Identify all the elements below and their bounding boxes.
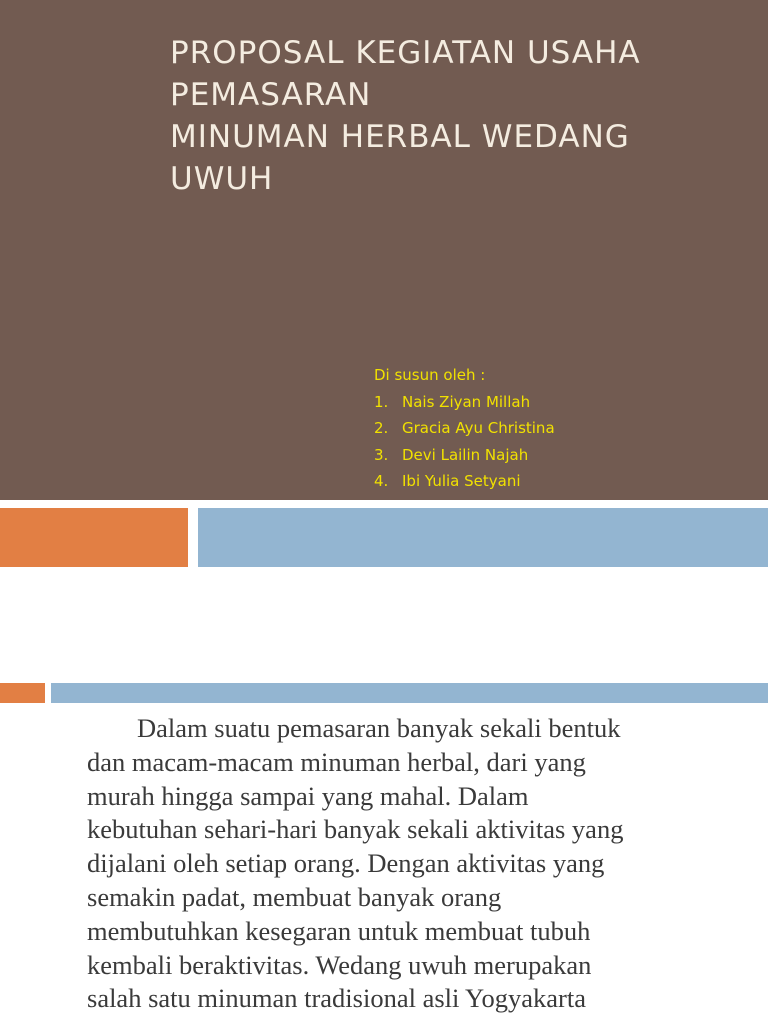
author-name: Ibi Yulia Setyani <box>402 472 521 490</box>
authors-block <box>374 362 555 495</box>
authors-heading: Di susun oleh : <box>374 366 486 384</box>
blue-accent-bar <box>198 508 768 567</box>
blue-accent-bar <box>51 683 768 703</box>
body-line: membutuhkan kesegaran untuk membuat tubuh <box>87 915 591 946</box>
body-line: kebutuhan sehari-hari banyak sekali aktivitas yang <box>87 814 624 845</box>
body-line: dijalani oleh setiap orang. Dengan aktivitas yang <box>87 848 605 879</box>
body-line: semakin padat, membuat banyak orang <box>87 881 502 912</box>
slide-title <box>170 32 750 200</box>
content-slide <box>0 590 768 1024</box>
title-panel <box>0 0 768 500</box>
orange-accent-bar <box>0 508 188 567</box>
authors-list <box>374 389 555 495</box>
title-line-3: MINUMAN HERBAL WEDANG <box>170 119 630 155</box>
author-item <box>374 415 555 442</box>
body-line: salah satu minuman tradisional asli Yogyakarta <box>87 983 586 1014</box>
author-number: 4. <box>374 472 389 490</box>
author-number: 2. <box>374 419 389 437</box>
body-paragraph <box>87 712 737 1016</box>
author-number: 3. <box>374 445 389 464</box>
author-number: 1. <box>374 392 389 411</box>
title-line-4: UWUH <box>170 161 274 197</box>
author-item <box>374 389 555 416</box>
body-line: murah hingga sampai yang mahal. Dalam <box>87 780 529 811</box>
body-line: kembali beraktivitas. Wedang uwuh merupakan <box>87 949 592 980</box>
author-item <box>374 442 555 469</box>
author-name: Gracia Ayu Christina <box>402 419 555 437</box>
author-name: Nais Ziyan Millah <box>402 392 531 411</box>
author-name: Devi Lailin Najah <box>402 445 529 464</box>
body-line: Dalam suatu pemasaran banyak sekali bentuk <box>137 713 621 743</box>
orange-accent-bar <box>0 683 45 703</box>
author-item <box>374 468 555 495</box>
title-line-1: PROPOSAL KEGIATAN USAHA <box>170 35 641 71</box>
body-line: dan macam-macam minuman herbal, dari yang <box>87 746 586 777</box>
title-line-2: PEMASARAN <box>170 77 372 113</box>
